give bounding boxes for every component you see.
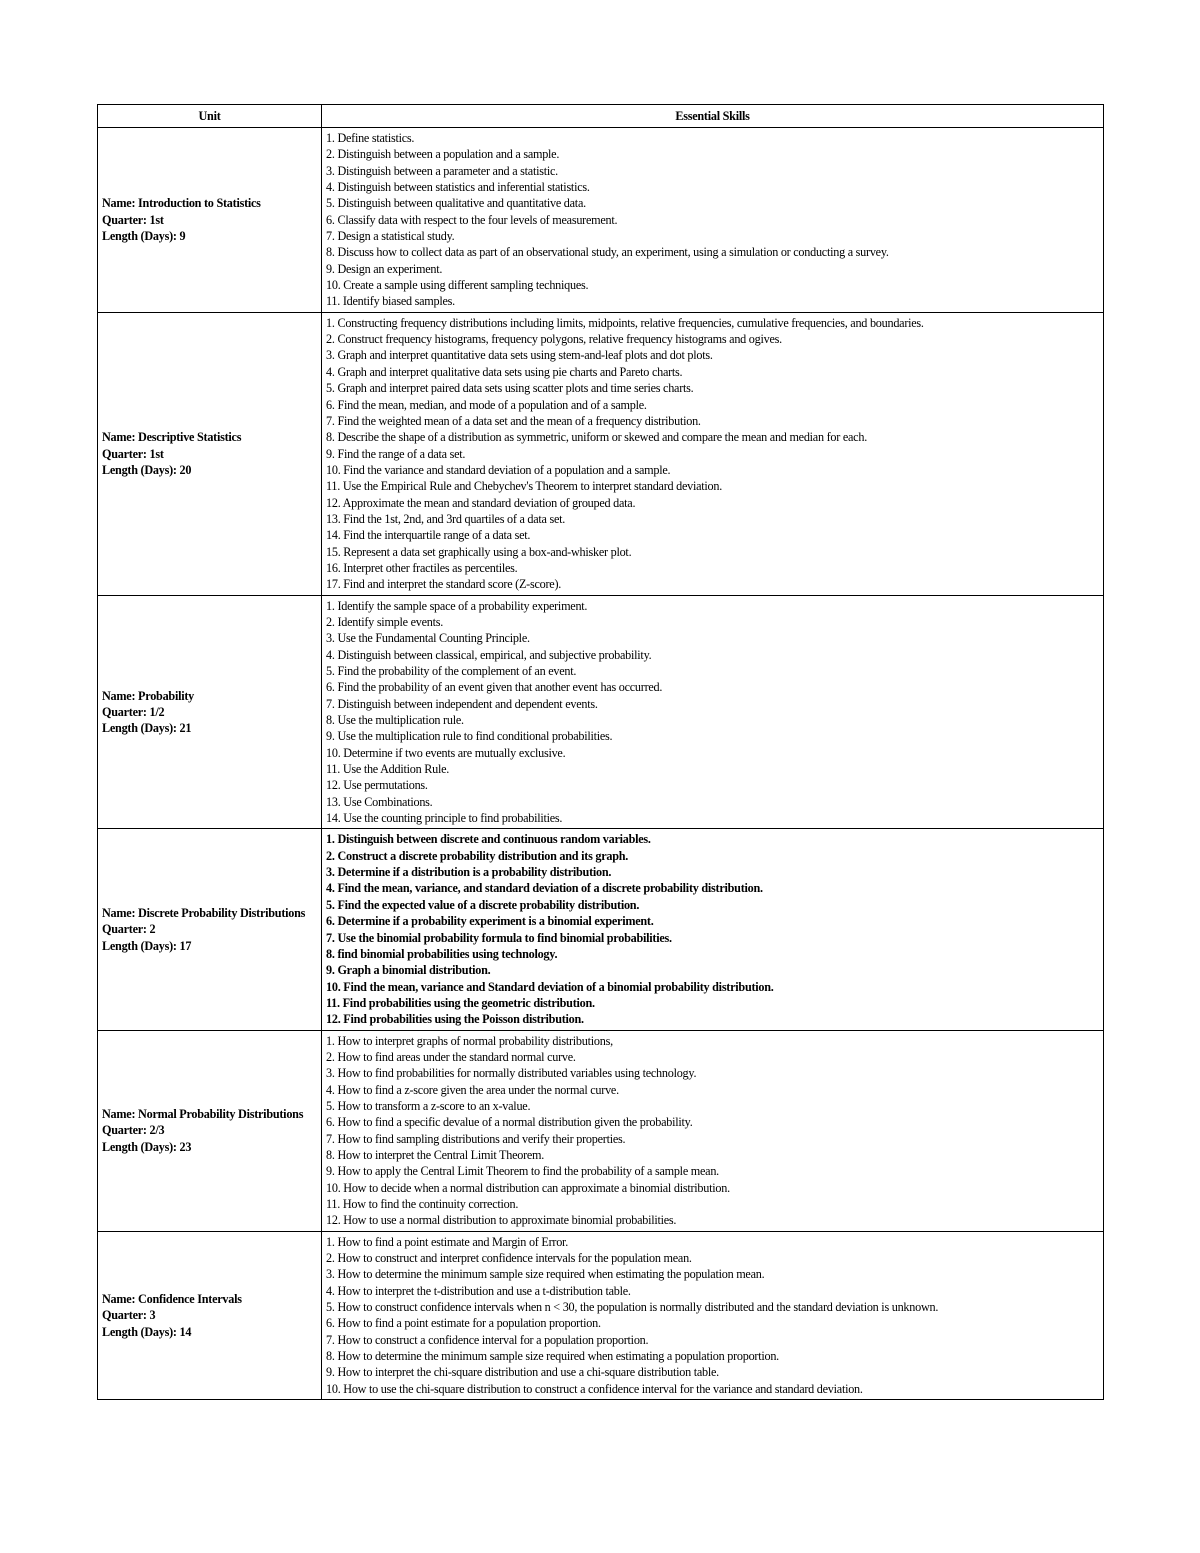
skill-item: 5. How to construct confidence intervals when n < 30, the population is normally distributed and the standard deviation is unknown. [326,1300,939,1315]
skills-cell [322,1030,1104,1231]
skill-item: 9. Graph a binomial distribution. [326,963,491,978]
unit-quarter: Quarter: 1/2 [102,704,165,719]
skill-item: 9. Find the range of a data set. [326,446,466,461]
unit-length: Length (Days): 17 [102,938,192,953]
skill-item: 14. Find the interquartile range of a data set. [326,528,531,543]
skill-item: 17. Find and interpret the standard score (Z-score). [326,577,562,592]
unit-cell [98,1030,322,1231]
skill-list [326,831,1099,1027]
skill-list [326,598,1099,827]
skills-cell [322,128,1104,313]
skill-item: 1. Constructing frequency distributions including limits, midpoints, relative frequencies, cumulative frequencies, and boundaries. [326,315,924,330]
unit-cell [98,829,322,1030]
skill-item: 7. How to construct a confidence interval for a population proportion. [326,1332,649,1347]
unit-cell [98,595,322,829]
skill-item: 5. Distinguish between qualitative and quantitative data. [326,196,586,211]
skill-item: 8. How to determine the minimum sample size required when estimating a population proportion. [326,1349,779,1364]
unit-length: Length (Days): 14 [102,1324,192,1339]
skill-item: 3. How to find probabilities for normally distributed variables using technology. [326,1066,697,1081]
skill-item: 12. Use permutations. [326,778,428,793]
unit-length: Length (Days): 20 [102,462,192,477]
skill-item: 10. Find the mean, variance and Standard deviation of a binomial probability distribution. [326,979,774,994]
skill-item: 10. Create a sample using different sampling techniques. [326,278,589,293]
skill-item: 7. Use the binomial probability formula to find binomial probabilities. [326,930,672,945]
unit-quarter: Quarter: 3 [102,1308,156,1323]
skill-item: 11. Use the Empirical Rule and Chebychev's Theorem to interpret standard deviation. [326,479,723,494]
skill-item: 6. Determine if a probability experiment is a binomial experiment. [326,914,654,929]
skill-item: 3. How to determine the minimum sample size required when estimating the population mean. [326,1267,765,1282]
skill-item: 11. Use the Addition Rule. [326,762,450,777]
skill-item: 2. Construct frequency histograms, frequency polygons, relative frequency histograms and ogives. [326,332,782,347]
unit-length: Length (Days): 21 [102,721,192,736]
skill-item: 6. Classify data with respect to the four levels of measurement. [326,212,618,227]
skill-item: 6. Find the probability of an event given that another event has occurred. [326,680,663,695]
skill-list [326,1033,1099,1229]
table-row [98,1231,1104,1399]
skill-item: 4. How to interpret the t-distribution and use a t-distribution table. [326,1283,631,1298]
skill-item: 9. How to interpret the chi-square distribution and use a chi-square distribution table. [326,1365,719,1380]
skill-item: 13. Find the 1st, 2nd, and 3rd quartiles of a data set. [326,511,566,526]
skill-item: 5. Find the probability of the complement of an event. [326,664,577,678]
skill-item: 8. How to interpret the Central Limit Theorem. [326,1147,545,1162]
skill-item: 7. Design a statistical study. [326,229,455,244]
unit-quarter: Quarter: 2/3 [102,1123,165,1138]
skill-item: 8. Use the multiplication rule. [326,713,464,728]
skills-column-header: Essential Skills [322,105,1104,128]
skill-item: 4. How to find a z-score given the area under the normal curve. [326,1082,619,1097]
skill-item: 2. Construct a discrete probability distribution and its graph. [326,848,629,863]
unit-name: Name: Discrete Probability Distributions [102,906,306,921]
skill-item: 3. Distinguish between a parameter and a statistic. [326,163,558,178]
unit-cell [98,128,322,313]
skill-list [326,315,1099,593]
skill-item: 5. Find the expected value of a discrete probability distribution. [326,897,640,912]
unit-quarter: Quarter: 1st [102,446,164,461]
skill-item: 9. Design an experiment. [326,261,443,276]
skill-item: 11. How to find the continuity correction. [326,1197,519,1211]
skill-item: 9. How to apply the Central Limit Theorem to find the probability of a sample mean. [326,1164,719,1179]
skill-item: 2. How to find areas under the standard normal curve. [326,1049,576,1064]
skills-cell [322,829,1104,1030]
table-row [98,312,1104,595]
skill-item: 3. Use the Fundamental Counting Principle. [326,631,530,646]
skill-item: 4. Distinguish between classical, empirical, and subjective probability. [326,647,652,662]
header-row [98,105,1104,128]
skills-cell [322,1231,1104,1399]
unit-quarter: Quarter: 1st [102,212,164,227]
skill-item: 10. How to decide when a normal distribution can approximate a binomial distribution. [326,1180,730,1195]
skill-item: 7. Find the weighted mean of a data set and the mean of a frequency distribution. [326,413,701,428]
skill-item: 11. Find probabilities using the geometric distribution. [326,995,595,1010]
skill-item: 2. Distinguish between a population and a sample. [326,147,560,162]
unit-cell [98,1231,322,1399]
skill-item: 3. Graph and interpret quantitative data sets using stem-and-leaf plots and dot plots. [326,348,713,363]
skill-item: 10. Find the variance and standard deviation of a population and a sample. [326,462,671,477]
unit-quarter: Quarter: 2 [102,922,156,937]
skill-item: 8. Describe the shape of a distribution as symmetric, uniform or skewed and compare the mean and median for each. [326,430,867,445]
unit-name: Name: Descriptive Statistics [102,430,242,445]
table-body [98,128,1104,1400]
skill-item: 1. Define statistics. [326,131,415,145]
unit-name: Name: Confidence Intervals [102,1291,242,1306]
skill-item: 2. Identify simple events. [326,614,444,629]
skill-item: 1. Identify the sample space of a probability experiment. [326,598,588,613]
skill-item: 4. Find the mean, variance, and standard deviation of a discrete probability distribution. [326,881,763,896]
curriculum-table [97,104,1104,1400]
skills-cell [322,595,1104,829]
unit-length: Length (Days): 23 [102,1139,192,1154]
unit-length: Length (Days): 9 [102,229,186,244]
skill-item: 4. Graph and interpret qualitative data sets using pie charts and Pareto charts. [326,364,683,379]
unit-column-header: Unit [98,105,322,128]
skill-item: 2. How to construct and interpret confidence intervals for the population mean. [326,1251,692,1266]
skill-item: 7. Distinguish between independent and dependent events. [326,696,598,711]
table-header [98,105,1104,128]
table-row [98,595,1104,829]
skill-item: 15. Represent a data set graphically using a box-and-whisker plot. [326,544,632,559]
skill-item: 5. Graph and interpret paired data sets using scatter plots and time series charts. [326,381,694,396]
skill-item: 4. Distinguish between statistics and inferential statistics. [326,180,590,195]
skill-list [326,130,1099,310]
skills-cell [322,312,1104,595]
unit-name: Name: Probability [102,688,195,703]
skill-item: 1. Distinguish between discrete and continuous random variables. [326,832,651,847]
skill-item: 10. Determine if two events are mutually exclusive. [326,745,566,760]
skill-item: 12. Find probabilities using the Poisson distribution. [326,1012,584,1027]
skill-item: 1. How to interpret graphs of normal probability distributions, [326,1033,613,1048]
skill-item: 3. Determine if a distribution is a probability distribution. [326,865,612,880]
skill-item: 8. Discuss how to collect data as part of an observational study, an experiment, using a simulation or conducting a survey. [326,245,889,260]
skill-item: 14. Use the counting principle to find probabilities. [326,811,563,826]
unit-name: Name: Introduction to Statistics [102,196,261,211]
skill-item: 12. Approximate the mean and standard deviation of grouped data. [326,495,636,510]
skill-item: 6. How to find a specific devalue of a normal distribution given the probability. [326,1115,693,1130]
skill-item: 12. How to use a normal distribution to approximate binomial probabilities. [326,1213,677,1228]
skill-item: 7. How to find sampling distributions and verify their properties. [326,1131,626,1146]
skill-item: 9. Use the multiplication rule to find conditional probabilities. [326,729,613,744]
skill-item: 16. Interpret other fractiles as percentiles. [326,560,518,575]
skill-item: 6. How to find a point estimate for a population proportion. [326,1316,601,1331]
skill-item: 8. find binomial probabilities using technology. [326,946,558,961]
skill-item: 11. Identify biased samples. [326,294,455,309]
unit-cell [98,312,322,595]
table-row [98,128,1104,313]
table-row [98,829,1104,1030]
skill-item: 1. How to find a point estimate and Margin of Error. [326,1234,568,1249]
skill-item: 6. Find the mean, median, and mode of a population and of a sample. [326,397,647,412]
skill-item: 13. Use Combinations. [326,794,433,809]
skill-item: 5. How to transform a z-score to an x-value. [326,1098,531,1113]
unit-name: Name: Normal Probability Distributions [102,1107,304,1122]
table-row [98,1030,1104,1231]
skill-item: 10. How to use the chi-square distribution to construct a confidence interval for the variance and standard deviation. [326,1381,863,1396]
skill-list [326,1234,1099,1397]
